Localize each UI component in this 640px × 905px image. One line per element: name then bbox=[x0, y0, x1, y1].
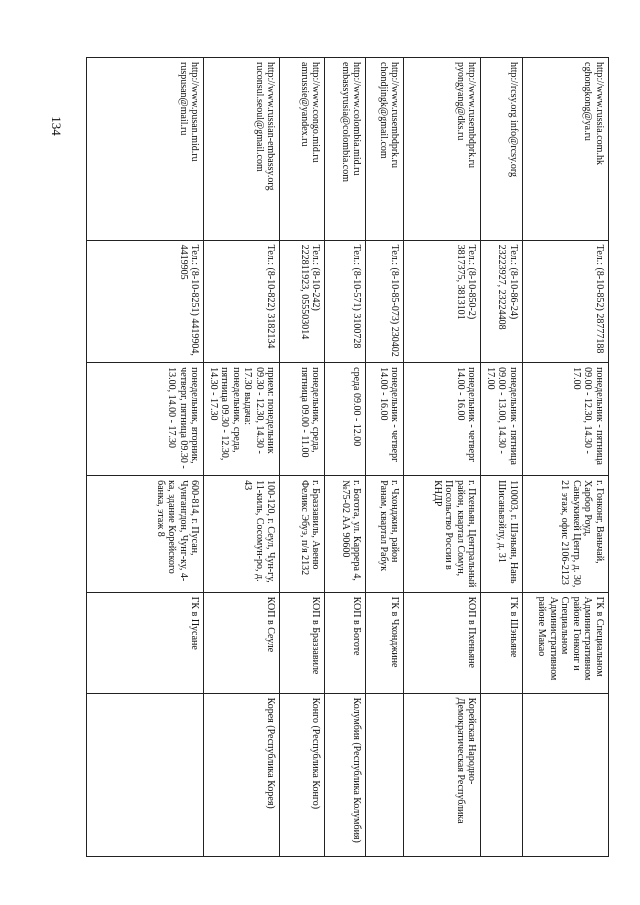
table-row bbox=[325, 58, 366, 857]
cell-address: г. Чхонджин, район Ранам, квартал Рабук bbox=[366, 476, 404, 593]
cell-office: ГК в Шэньяне bbox=[481, 592, 523, 693]
cell-country bbox=[366, 693, 404, 856]
cell-phone: Тел.: (8-10-822) 3182134 bbox=[204, 240, 280, 363]
cell-web-email: http://www.pusan.mid.ru ruspusan@mail.ru bbox=[87, 58, 204, 241]
cell-hours: прием: понедельник 09.30 - 12.30, 14.30 - 17.30 выдача: понедельник, среда, пятница 09.30 - 12.30, 14.30 - 17.30 bbox=[204, 363, 280, 476]
cell-office: КОП в Сеуле bbox=[204, 592, 280, 693]
table-row bbox=[366, 58, 404, 857]
cell-country bbox=[523, 693, 609, 856]
cell-address: г. Богота, ул. Каррера 4, №75-02 АА 90600 bbox=[325, 476, 366, 593]
cell-phone: Тел.: (8-10-242) 222811923, 055503014 bbox=[280, 240, 325, 363]
cell-web-email: http://www.rusembdprk.ru chondjingk@gmail.com bbox=[366, 58, 404, 241]
cell-web-email: http://rcsy.org info@rcsy.org bbox=[481, 58, 523, 241]
consular-offices-table bbox=[87, 57, 610, 857]
cell-web-email: http://www.rusembdprk.ru pyongyang@dks.ru bbox=[404, 58, 481, 241]
cell-hours: понедельник - четверг 14.00 - 16.00 bbox=[366, 363, 404, 476]
cell-office: ГК в Чхонджине bbox=[366, 592, 404, 693]
table-row bbox=[523, 58, 609, 857]
cell-country: Конго (Республика Конго) bbox=[280, 693, 325, 856]
cell-hours: понедельник - пятница 09.00 - 13.00, 14.30 - 17.00 bbox=[481, 363, 523, 476]
page-number: 134 bbox=[49, 116, 64, 136]
cell-address: 100-120, г. Сеул, Чун-гу, 11-киль, Сосомун-ро, д. 43 bbox=[204, 476, 280, 593]
cell-phone: Тел.: (8-10-850-2) 3817375, 3813101 bbox=[404, 240, 481, 363]
cell-country: Колумбия (Республика Колумбия) bbox=[325, 693, 366, 856]
cell-hours: понедельник, среда, пятница 09.00 - 11.00 bbox=[280, 363, 325, 476]
table-row bbox=[481, 58, 523, 857]
cell-address: 110003, г. Шэньян, Нань Шисаньвэйлу, д. 31 bbox=[481, 476, 523, 593]
cell-hours: понедельник, вторник, четверг, пятница 09.30 - 13.00, 14.00 - 17.30 bbox=[87, 363, 204, 476]
cell-address: г. Пхеньян, Центральный район, квартал Сомун, Посольство России в КНДР bbox=[404, 476, 481, 593]
cell-phone: Тел.: (8-10-86-24) 23223927, 23224408 bbox=[481, 240, 523, 363]
cell-country: Корея (Республика Корея) bbox=[204, 693, 280, 856]
cell-country: Корейская Народно-Демократическая Республика bbox=[404, 693, 481, 856]
consular-table-wrapper bbox=[89, 57, 609, 857]
cell-phone: Тел.: (8-10-571) 3100728 bbox=[325, 240, 366, 363]
table-row bbox=[87, 58, 204, 857]
cell-hours: среда 09.00 - 12.00 bbox=[325, 363, 366, 476]
cell-phone: Тел.: (8-10-852) 28777188 bbox=[523, 240, 609, 363]
table-row bbox=[404, 58, 481, 857]
cell-address: г. Браззавиль, Авеню Феликс Эбуэ, п/я 2132 bbox=[280, 476, 325, 593]
cell-office: ГК в Специальном Административном районе Гонконг и Специальном Административном районе Макао bbox=[523, 592, 609, 693]
cell-hours: понедельник - пятница 09.00 - 12.30, 14.30 - 17.00 bbox=[523, 363, 609, 476]
cell-office: КОП в Пхеньяне bbox=[404, 592, 481, 693]
cell-office: ГК в Пусане bbox=[87, 592, 204, 693]
cell-web-email: http://www.russia.com.hk cghongkong@ya.ru bbox=[523, 58, 609, 241]
cell-office: КОП в Браззавиле bbox=[280, 592, 325, 693]
cell-hours: понедельник - четверг 14.00 - 16.00 bbox=[404, 363, 481, 476]
table-row bbox=[204, 58, 280, 857]
rotated-page-content bbox=[89, 57, 609, 857]
table-row bbox=[280, 58, 325, 857]
cell-web-email: http://www.russian-embassy.org ruconsul.seoul@gmail.com bbox=[204, 58, 280, 241]
cell-web-email: http://www.colombia.mid.ru embassyrusia@colombia.com bbox=[325, 58, 366, 241]
cell-address: 600-814, г. Пусан, Чунгангдон, Чунг-ку, 4-ка, здание Корейского банка, этаж 8 bbox=[87, 476, 204, 593]
cell-phone: Тел.: (8-10-8251) 4419904, 4419905 bbox=[87, 240, 204, 363]
cell-country bbox=[481, 693, 523, 856]
cell-phone: Тел.: (8-10-85-073) 230402 bbox=[366, 240, 404, 363]
cell-office: КОП в Боготе bbox=[325, 592, 366, 693]
cell-address: г. Гонконг, Ваньчай, Харбор Роуд, Саньукикей Центр, д. 30, 21 этаж, офис 2106-2123 bbox=[523, 476, 609, 593]
cell-web-email: http://www.congo.mid.ru amrussie@yandex.ru bbox=[280, 58, 325, 241]
cell-country bbox=[87, 693, 204, 856]
